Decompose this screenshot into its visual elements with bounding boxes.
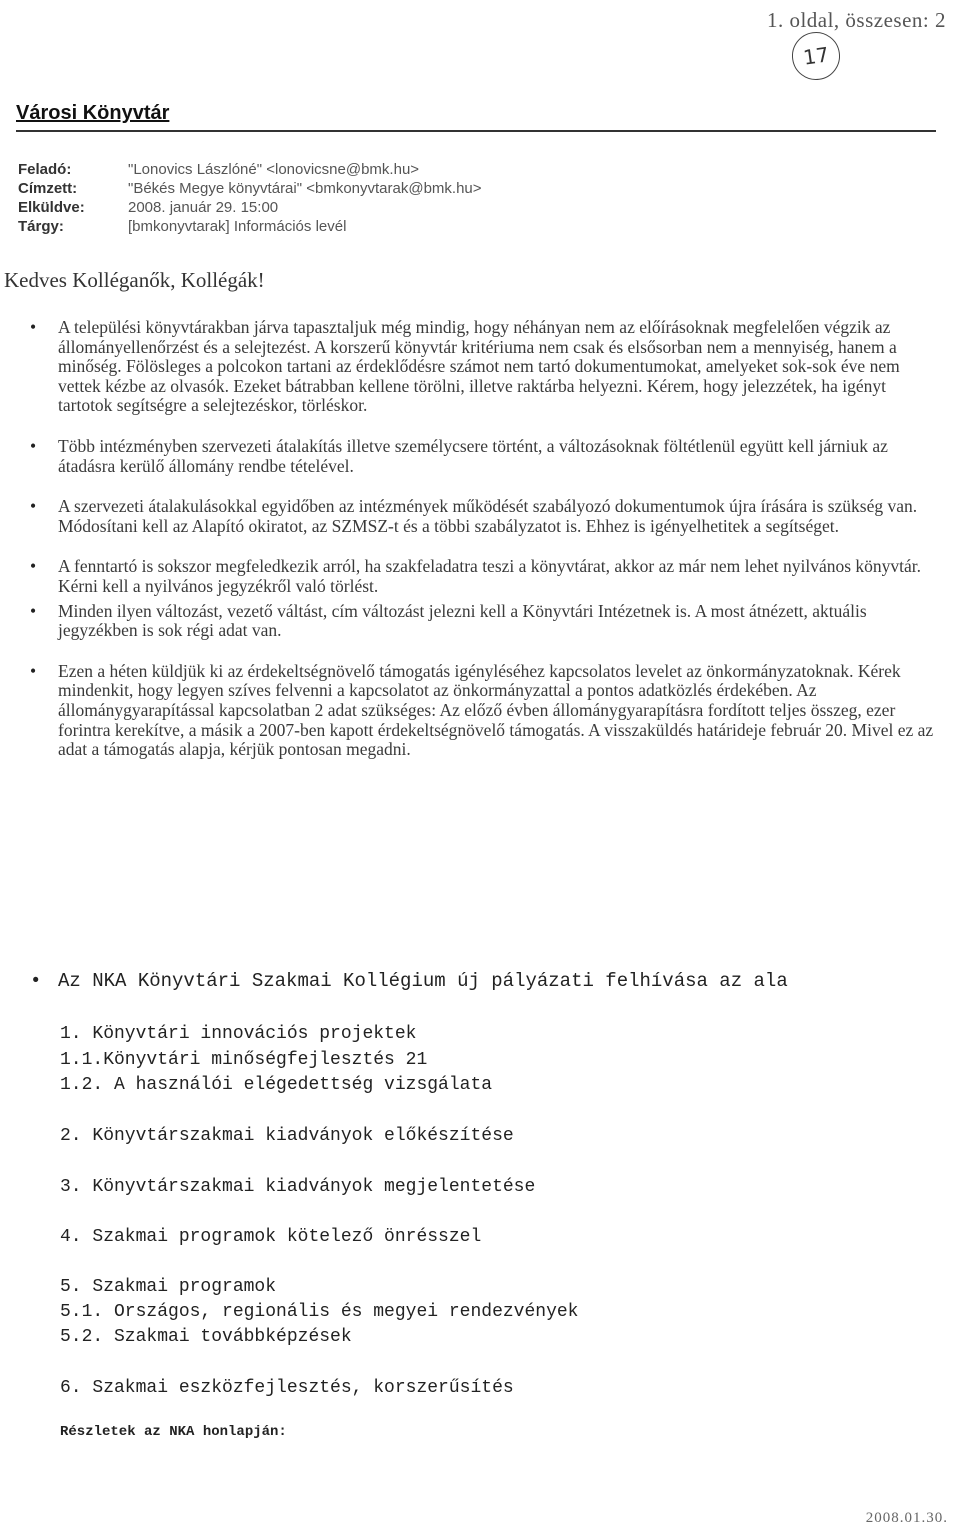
page-counter: 1. oldal, összesen: 2: [766, 8, 946, 32]
nka-item: 2. Könyvtárszakmai kiadványok előkészítése: [60, 1126, 514, 1146]
bullet-item-regulations: • A szervezeti átalakulásokkal egyidőben az intézmények működését szabályozó dokumentumok újra írására is szükség van. Módosítani kell az Alapító okiratot, az SZMSZ-t és a többi szabályzatot is. Ehhez is igényelhetitek a segítséget.: [30, 497, 940, 536]
nka-item: 1. Könyvtári innovációs projektek: [60, 1024, 417, 1044]
sent-value: 2008. január 29. 15:00: [128, 199, 279, 216]
nka-intro: • Az NKA Könyvtári Szakmai Kollégium új pályázati felhívása az ala: [30, 970, 960, 992]
to-value: "Békés Megye könyvtárai" <bmkonyvtarak@bmk.hu>: [128, 180, 482, 197]
from-value: "Lonovics Lászlóné" <lonovicsne@bmk.hu>: [128, 161, 420, 178]
nka-item: 1.1.Könyvtári minőségfejlesztés 21: [60, 1050, 428, 1070]
nka-item: 5.2. Szakmai továbbképzések: [60, 1327, 352, 1347]
bullet-list: [30, 318, 940, 760]
nka-item: 5. Szakmai programok: [60, 1277, 277, 1297]
bullet-item-reorganization: • Több intézményben szervezeti átalakítás illetve személycsere történt, a változásoknak föltétlenül együtt kell járniuk az átadásra kerülő állomány rendbe tételével.: [30, 437, 940, 476]
handwritten-circle-stamp: [789, 29, 843, 83]
subject-label: Tárgy:: [18, 218, 64, 235]
organization-title: Városi Könyvtár: [16, 102, 170, 124]
header-row-from: [18, 160, 482, 179]
bullet-item-weeding: • A települési könyvtárakban járva tapasztaljuk még mindig, hogy néhányan nem az előírásoknak megfelelően végzik az állományellenőrzést és a selejtezést. A korszerű könyvtár kritériuma nem csak és elsősorban nem a mennyiség, hanem a minőség. Fölösleges a polcokon tartani az érdeklődésre számot nem tartó dokumentumokat, amelyeket sok-sok éve nem vettek kézbe az olvasók. Ezeket bátrabban kellene törölni, illetve raktárba helyezni. Kérem, hogy jelezzétek, ha igényt tartotok segítségre a selejtezéskor, törléskor.: [30, 318, 940, 416]
nka-item: 3. Könyvtárszakmai kiadványok megjelentetése: [60, 1177, 536, 1197]
nka-item: 4. Szakmai programok kötelező önrésszel: [60, 1227, 482, 1247]
nka-item: 1.2. A használói elégedettség vizsgálata: [60, 1075, 493, 1095]
footer-date: 2008.01.30.: [865, 1510, 948, 1526]
nka-item: 5.1. Országos, regionális és megyei rendezvények: [60, 1302, 579, 1322]
greeting: Kedves Kolléganők, Kollégák!: [4, 268, 265, 292]
nka-item: 6. Szakmai eszközfejlesztés, korszerűsítés: [60, 1378, 514, 1398]
sent-label: Elküldve:: [18, 199, 85, 216]
subject-value: [bmkonyvtarak] Információs levél: [128, 218, 347, 235]
stamp-number: 17: [801, 42, 831, 70]
header-row-to: [18, 179, 482, 198]
header-row-subject: [18, 217, 482, 236]
header-row-sent: [18, 198, 482, 217]
bullet-item-changes: • Minden ilyen változást, vezető váltást, cím változást jelezni kell a Könyvtári Intézetnek is. A most átnézett, aktuális jegyzékben is sok régi adat van.: [30, 602, 940, 641]
email-header: [18, 160, 482, 236]
from-label: Feladó:: [18, 161, 72, 178]
details-line: Részletek az NKA honlapján:: [60, 1424, 287, 1440]
bullet-item-grant: • Ezen a héten küldjük ki az érdekeltségnövelő támogatás igényléséhez kapcsolatos levelet az önkormányzatoknak. Kérek mindenkit, hogy legyen szíves felvenni a kapcsolatot az önkormányzattal a pontos adatközlés érdekében. Az állománygyarapítással kapcsolatban 2 adat szükséges: Az előző évben állománygyarapításra fordított teljes összeg, ezer forintra kerekítve, a másik a 2007-ben kapott érdekeltségnövelő támogatás. A visszaküldés határideje február 20. Mivel ez az adat a támogatás alapja, kérjük pontosan megadni.: [30, 662, 940, 760]
header-divider: [16, 130, 936, 132]
bullet-item-maintainer: • A fenntartó is sokszor megfeledkezik arról, ha szakfeladatra teszi a könyvtárat, akkor az már nem lehet nyilvános könyvtár. Kérni kell a nyilvános jegyzékről való törlést.: [30, 557, 940, 596]
to-label: Címzett:: [18, 180, 78, 197]
